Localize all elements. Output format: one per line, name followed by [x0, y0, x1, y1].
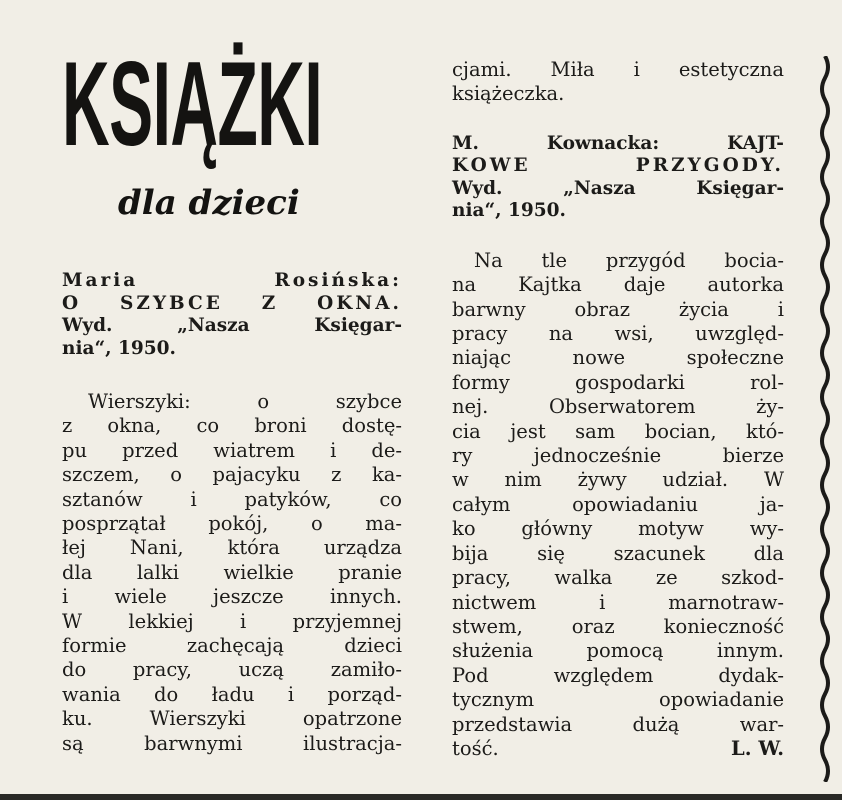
article2-header-line1: M. Kownacka: KAJT- [452, 132, 784, 154]
text-line: niając nowe społeczne [452, 346, 784, 370]
text-line: łej Nani, która urządza [62, 536, 402, 560]
text-line: są barwnymi ilustracja- [62, 731, 402, 755]
text-line: posprzątał pokój, o ma- [62, 512, 402, 536]
text-line: formy gospodarki rol- [452, 370, 784, 394]
text-line: całym opowiadaniu ja- [452, 492, 784, 516]
text-line: w nim żywy udział. W [452, 468, 784, 492]
section-subtitle: dla dzieci [118, 183, 300, 223]
text-line: cia jest sam bocian, któ- [452, 419, 784, 443]
text-line: pracy na wsi, uwzględ- [452, 322, 784, 346]
right-column [452, 58, 784, 761]
text-line: pracy, walka ze szkod- [452, 566, 784, 590]
left-column [62, 270, 402, 756]
text-line: formie zachęcają dzieci [62, 634, 402, 658]
text-line: książeczka. [452, 82, 565, 106]
text-line: ry jednocześnie bierze [452, 444, 784, 468]
text-line: do pracy, uczą zamiło- [62, 658, 402, 682]
text-line: barwny obraz życia i [452, 297, 784, 321]
article2-last-line: tość. [452, 736, 499, 760]
text-line: ku. Wierszyki opatrzone [62, 707, 402, 731]
article1-body [62, 390, 402, 756]
wavy-border-rule [812, 56, 838, 782]
text-line: dla lalki wielkie pranie [62, 560, 402, 584]
article2-body [452, 249, 784, 737]
text-line: szczem, o pajacyku z ka- [62, 463, 402, 487]
text-line: Na tle przygód bocia- [474, 248, 784, 272]
article1-year: nia“, 1950. [62, 337, 176, 359]
text-line: na Kajtka daje autorka [452, 273, 784, 297]
text-line: nictwem i marnotraw- [452, 590, 784, 614]
text-line: pu przed wiatrem i de- [62, 438, 402, 462]
text-line: z okna, co broni dostę- [62, 414, 402, 438]
article1-continuation [452, 58, 784, 107]
article2-closing [452, 737, 784, 761]
text-line: i wiele jeszcze innych. [62, 585, 402, 609]
text-line: Pod względem dydak- [452, 663, 784, 687]
text-line: Wierszyki: o szybce [88, 390, 402, 413]
article1-book-title: O SZYBCE Z OKNA. [62, 292, 402, 314]
text-line: przedstawia dużą war- [452, 712, 784, 736]
text-line: stwem, oraz konieczność [452, 614, 784, 638]
article1-publisher: Wyd. „Nasza Księgar- [62, 315, 402, 336]
text-line: służenia pomocą innym. [452, 639, 784, 663]
text-line: bija się szacunek dla [452, 541, 784, 565]
text-line: ko główny motyw wy- [452, 517, 784, 541]
bottom-rule [0, 794, 842, 800]
text-line: nej. Obserwatorem ży- [452, 395, 784, 419]
text-line: W lekkiej i przyjemnej [62, 609, 402, 633]
text-line: cjami. Miła i estetyczna [452, 58, 784, 81]
section-title: KSIĄŻKI [62, 37, 323, 171]
article2-header-line4: nia“, 1950. [452, 200, 566, 222]
article2-header-line3: Wyd. „Nasza Księgar- [452, 177, 784, 199]
text-line: sztanów i patyków, co [62, 487, 402, 511]
text-line: tycznym opowiadanie [452, 688, 784, 712]
text-line: wania do ładu i porząd- [62, 682, 402, 706]
article2-header-line2: KOWE PRZYGODY. [452, 155, 784, 177]
article1-author: Maria Rosińska: [62, 270, 402, 291]
author-signature: L. W. [731, 736, 784, 760]
